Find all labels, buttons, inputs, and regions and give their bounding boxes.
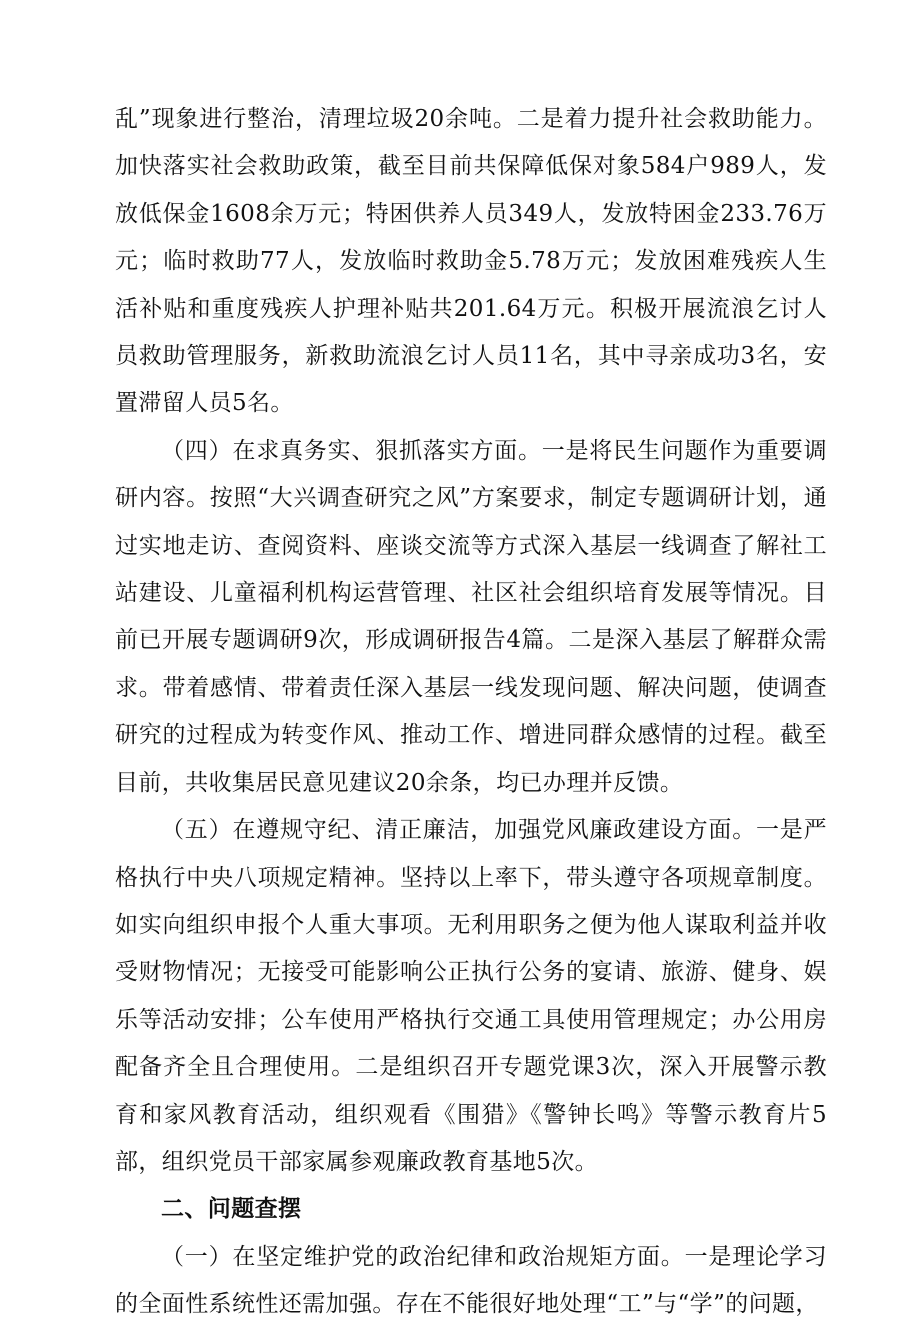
paragraph-problem-one: （一）在坚定维护党的政治纪律和政治规矩方面。一是理论学习的全面性系统性还需加强。存在不能很好地处理“工”与“学”的问题， — [115, 1243, 827, 1318]
paragraph-social-assistance: 乱”现象进行整治，清理垃圾20余吨。二是着力提升社会救助能力。加快落实社会救助政策，截至目前共保障低保对象584户989人，发放低保金1608余万元；特困供养人员349人，发放特困金233.76万元；临时救助77人，发放临时救助金5.78万元；发放困难残疾人生活补贴和重度残疾人护理补贴共201.64万元。积极开展流浪乞讨人员救助管理服务，新救助流浪乞讨人员11名，其中寻亲成功3名，安置滞留人员5名。 — [115, 106, 827, 417]
document-body — [115, 96, 827, 1329]
section-heading-problems: 二、问题查摆 — [161, 1196, 302, 1223]
paragraph-section-five: （五）在遵规守纪、清正廉洁，加强党风廉政建设方面。一是严格执行中央八项规定精神。坚持以上率下，带头遵守各项规章制度。如实向组织申报个人重大事项。无利用职务之便为他人谋取利益并收受财物情况；无接受可能影响公正执行公务的宴请、旅游、健身、娱乐等活动安排；公车使用严格执行交通工具使用管理规定；办公用房配备齐全且合理使用。二是组织召开专题党课3次，深入开展警示教育和家风教育活动，组织观看《围猎》《警钟长鸣》等警示教育片5部，组织党员干部家属参观廉政教育基地5次。 — [115, 817, 827, 1175]
paragraph-section-four: （四）在求真务实、狠抓落实方面。一是将民生问题作为重要调研内容。按照“大兴调查研究之风”方案要求，制定专题调研计划，通过实地走访、查阅资料、座谈交流等方式深入基层一线调查了解社工站建设、儿童福利机构运营管理、社区社会组织培育发展等情况。目前已开展专题调研9次，形成调研报告4篇。二是深入基层了解群众需求。带着感情、带着责任深入基层一线发现问题、解决问题，使调查研究的过程成为转变作风、推动工作、增进同群众感情的过程。截至目前，共收集居民意见建议20余条，均已办理并反馈。 — [115, 437, 827, 796]
